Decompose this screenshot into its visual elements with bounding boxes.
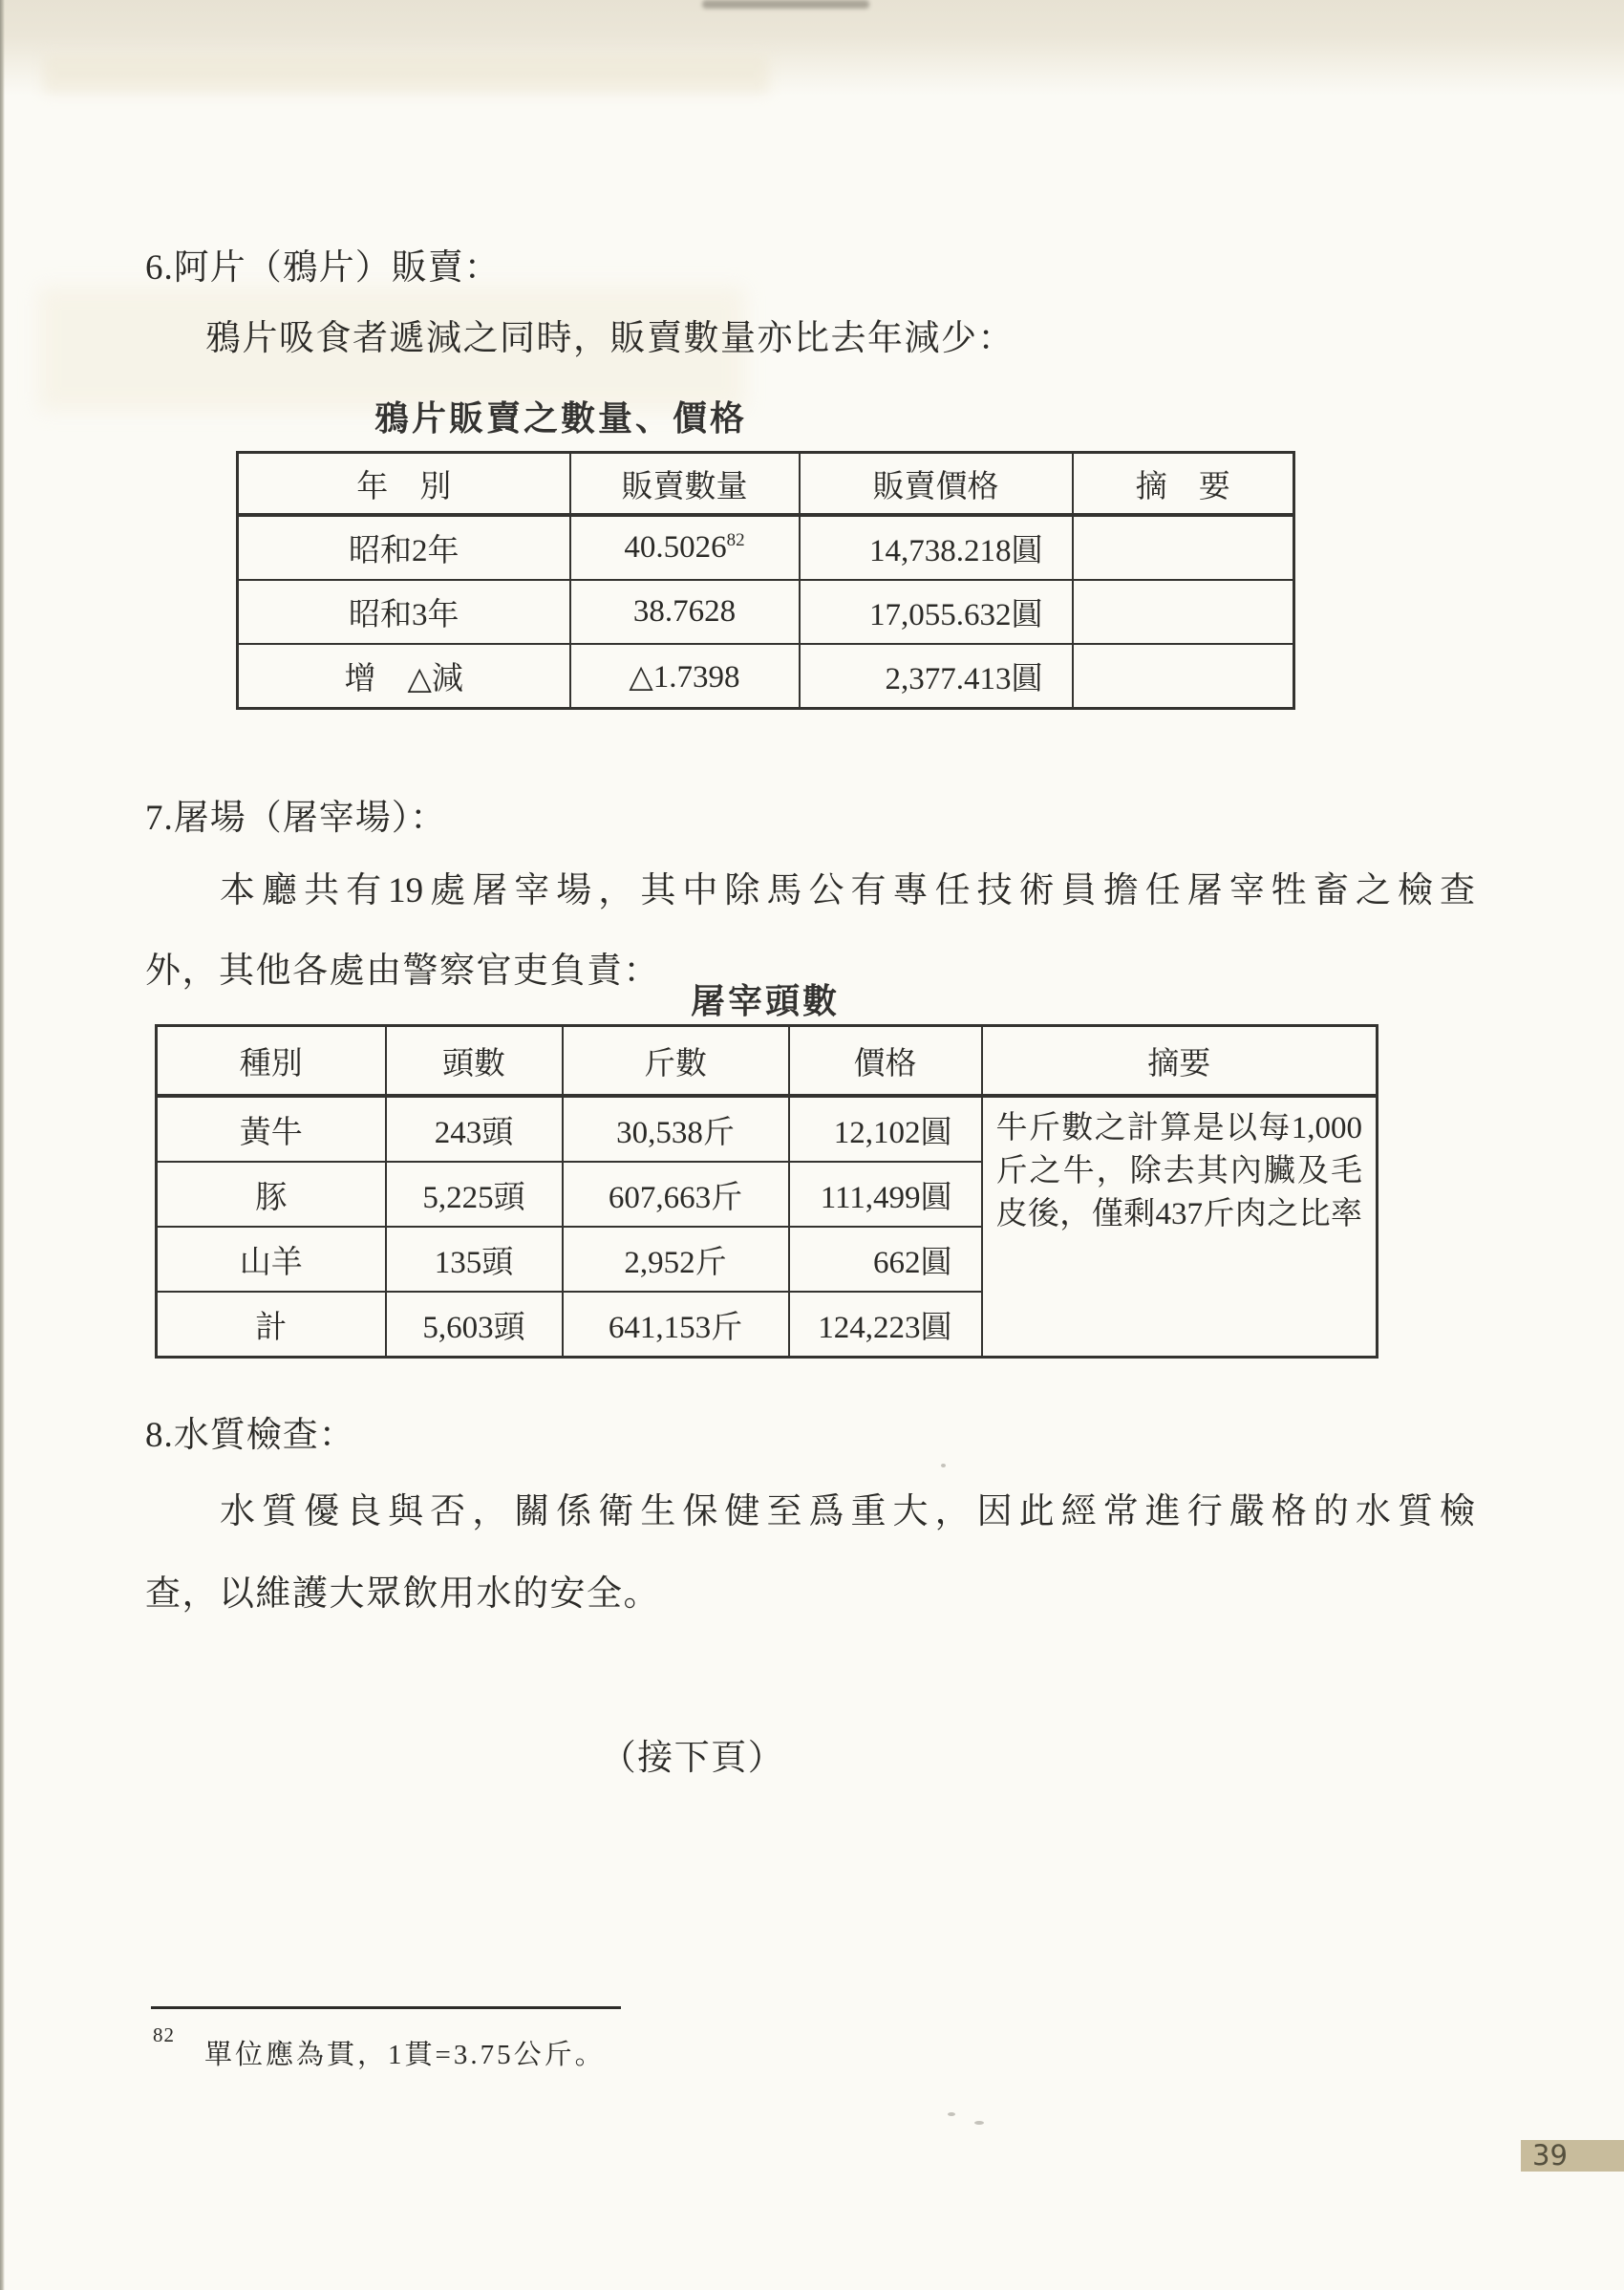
scan-left-edge-line: [0, 0, 5, 2290]
page-number-badge: 39: [1521, 2140, 1624, 2172]
section-6-paragraph-line: 鴉片吸食者遞減之同時，販賣數量亦比去年減少：: [205, 319, 1015, 358]
column-header-heads: 頭數: [386, 1026, 563, 1097]
continuation-note: （接下頁）: [600, 1739, 785, 1778]
catties-cell: 30,538斤: [563, 1096, 789, 1162]
opium-sales-table: [236, 451, 1295, 710]
price-cell: 17,055.632圓: [800, 580, 1073, 644]
column-header-remark: 摘要: [982, 1026, 1378, 1097]
price-cell: 111,499圓: [789, 1162, 982, 1227]
price-cell: 2,377.413圓: [800, 644, 1073, 709]
section-6-heading: 6.阿片（鴉片）販賣：: [145, 248, 501, 288]
remark-line: 斤之牛，除去其內臟及毛: [995, 1154, 1362, 1188]
scan-speck: [974, 2121, 984, 2125]
quantity-value: △1.7398: [629, 659, 740, 695]
section-8-paragraph-line: 查，以維護大眾飲用水的安全。: [145, 1574, 660, 1614]
price-cell: 12,102圓: [789, 1096, 982, 1162]
year-cell: 增 △減: [238, 644, 570, 709]
footnote-text: 單位應為貫，1貫=3.75公斤。: [204, 2040, 606, 2070]
table-row: [238, 644, 1294, 709]
section-8-paragraph-line: 水質優良與否，關係衛生保健至爲重大，因此經常進行嚴格的水質檢: [220, 1492, 1475, 1531]
catties-cell: 2,952斤: [563, 1227, 789, 1292]
slaughter-table-title: 屠宰頭數: [690, 982, 840, 1021]
section-8-heading: 8.水質檢查：: [145, 1416, 355, 1455]
table-header-row: [238, 453, 1294, 516]
catties-cell: 641,153斤: [563, 1292, 789, 1358]
heads-cell: 5,603頭: [386, 1292, 563, 1358]
price-cell: 14,738.218圓: [800, 515, 1073, 580]
year-cell: 昭和2年: [238, 515, 570, 580]
section-7-paragraph-line: 外，其他各處由警察官吏負責：: [145, 952, 660, 991]
scan-speck: [941, 1464, 946, 1467]
scan-top-smudge: [702, 0, 869, 9]
footnote-reference: 82: [726, 530, 745, 550]
table-row: [238, 580, 1294, 644]
heads-cell: 135頭: [386, 1227, 563, 1292]
heads-cell: 243頭: [386, 1096, 563, 1162]
column-header-year: 年 別: [238, 453, 570, 516]
quantity-cell: [570, 515, 800, 580]
remark-merged-cell: [982, 1096, 1378, 1358]
footnote-rule: [151, 2006, 621, 2009]
column-header-remark: 摘 要: [1073, 453, 1294, 516]
quantity-cell: [570, 644, 800, 709]
kind-cell: 山羊: [157, 1227, 386, 1292]
opium-table-title: 鴉片販賣之數量、價格: [374, 399, 748, 439]
remark-cell: [1073, 644, 1294, 709]
scan-speck: [948, 2112, 955, 2116]
footnote-marker: 82: [153, 2023, 175, 2046]
price-cell: 124,223圓: [789, 1292, 982, 1358]
remark-cell: [1073, 580, 1294, 644]
table-row: [238, 515, 1294, 580]
column-header-price: 價格: [789, 1026, 982, 1097]
kind-cell: 豚: [157, 1162, 386, 1227]
slaughter-count-table: [155, 1024, 1378, 1359]
remark-line: 牛斤數之計算是以每1,000: [995, 1111, 1362, 1145]
scan-bleedthrough: [43, 55, 769, 94]
remark-line: 皮後，僅剩437斤肉之比率: [995, 1197, 1362, 1231]
column-header-kind: 種別: [157, 1026, 386, 1097]
table-row: [157, 1096, 1378, 1162]
year-cell: 昭和3年: [238, 580, 570, 644]
section-7-heading: 7.屠場（屠宰場）：: [145, 799, 447, 838]
quantity-cell: [570, 580, 800, 644]
column-header-quantity: 販賣數量: [570, 453, 800, 516]
section-7-paragraph-line: 本廳共有19處屠宰場，其中除馬公有專任技術員擔任屠宰牲畜之檢查: [220, 871, 1475, 910]
remark-cell: [1073, 515, 1294, 580]
quantity-value: 38.7628: [632, 594, 737, 629]
table-header-row: [157, 1026, 1378, 1097]
column-header-catties: 斤數: [563, 1026, 789, 1097]
kind-cell: 計: [157, 1292, 386, 1358]
price-cell: 662圓: [789, 1227, 982, 1292]
catties-cell: 607,663斤: [563, 1162, 789, 1227]
column-header-price: 販賣價格: [800, 453, 1073, 516]
heads-cell: 5,225頭: [386, 1162, 563, 1227]
quantity-value: 40.5026: [624, 530, 727, 565]
kind-cell: 黃牛: [157, 1096, 386, 1162]
